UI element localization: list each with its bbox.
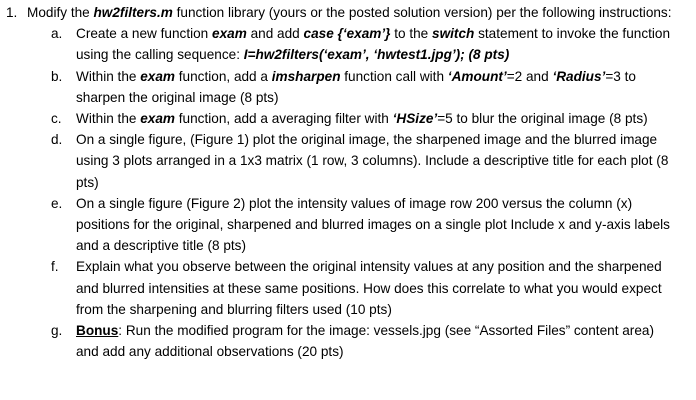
body-text: On a single figure (Figure 2) plot the intensity values of image row 200 versus the column (x) positions for the original, sharpened and blurred images on a single plot Include x and y-axis labels and a descriptive title (8 pts) — [76, 195, 670, 254]
bonus-label: Bonus — [76, 323, 119, 339]
item-letter: g. — [51, 323, 63, 339]
body-text: to the — [390, 26, 433, 42]
item-letter: a. — [51, 26, 63, 42]
emphasis-text: switch — [432, 26, 475, 42]
item-text — [76, 108, 686, 129]
emphasis-text: case {‘exam’} — [303, 26, 391, 42]
question-1 — [6, 2, 686, 23]
question-number: 1. — [6, 5, 18, 20]
item-text — [76, 193, 686, 257]
question-body — [27, 2, 686, 23]
body-text: Within the — [76, 68, 141, 84]
body-text: function, add a — [175, 68, 272, 84]
body-text: Create a new function — [76, 26, 213, 42]
body-text: Within the — [76, 111, 141, 127]
instruction-item — [51, 193, 686, 257]
body-text: =2 and — [506, 68, 553, 84]
emphasis-text: imsharpen — [271, 68, 341, 84]
body-text: : Run the modified program for the image: vessels.jpg (see “Assorted Files” content area) and add any additional observations (20 pts) — [76, 323, 654, 360]
instruction-item — [51, 129, 686, 193]
emphasis-text: exam — [140, 68, 175, 84]
item-text — [76, 320, 686, 362]
instruction-item — [51, 66, 686, 108]
body-text: statement to invoke the function using the calling sequence: — [76, 26, 671, 63]
item-letter: f. — [51, 259, 59, 275]
item-letter: b. — [51, 68, 63, 84]
body-text: Explain what you observe between the original intensity values at any position and the sharpened and blurred intensities at these same positions. How does this correlate to what you would expect from the sharpening and blurring filters used (10 pts) — [76, 259, 662, 317]
intro-text: function library (yours or the posted solution version) per the following instructions: — [172, 5, 672, 20]
instruction-item — [51, 320, 686, 362]
emphasis-text: exam — [212, 26, 247, 42]
item-letter: e. — [51, 195, 63, 211]
body-text: =3 to sharpen the original image (8 pts) — [76, 68, 636, 105]
body-text: function, add a averaging filter with — [175, 111, 393, 127]
instruction-item — [51, 23, 686, 65]
item-text — [76, 66, 686, 108]
emphasis-text: I=hw2filters(‘exam’, ‘hwtest1.jpg’); (8 pts) — [243, 47, 510, 63]
emphasis-text: exam — [140, 111, 175, 127]
body-text: On a single figure, (Figure 1) plot the original image, the sharpened image and the blurred image using 3 plots arranged in a 1x3 matrix (1 row, 3 columns). Include a descriptive title for each plot (8 pts) — [76, 132, 669, 190]
item-text — [76, 23, 686, 65]
body-text: function call with — [340, 68, 448, 84]
question-intro — [27, 2, 686, 23]
emphasis-text: ‘Radius’ — [552, 68, 606, 84]
instruction-list — [6, 23, 686, 362]
body-text: =5 to blur the original image (8 pts) — [437, 111, 648, 127]
item-text — [76, 256, 686, 320]
intro-filename: hw2filters.m — [93, 5, 173, 20]
emphasis-text: ‘HSize’ — [392, 111, 438, 127]
item-text — [76, 129, 686, 193]
emphasis-text: ‘Amount’ — [447, 68, 507, 84]
item-letter: d. — [51, 132, 63, 148]
instruction-item — [51, 108, 686, 129]
item-letter: c. — [51, 111, 62, 127]
instruction-item — [51, 256, 686, 320]
intro-text: Modify the — [27, 5, 94, 20]
body-text: and add — [246, 26, 304, 42]
